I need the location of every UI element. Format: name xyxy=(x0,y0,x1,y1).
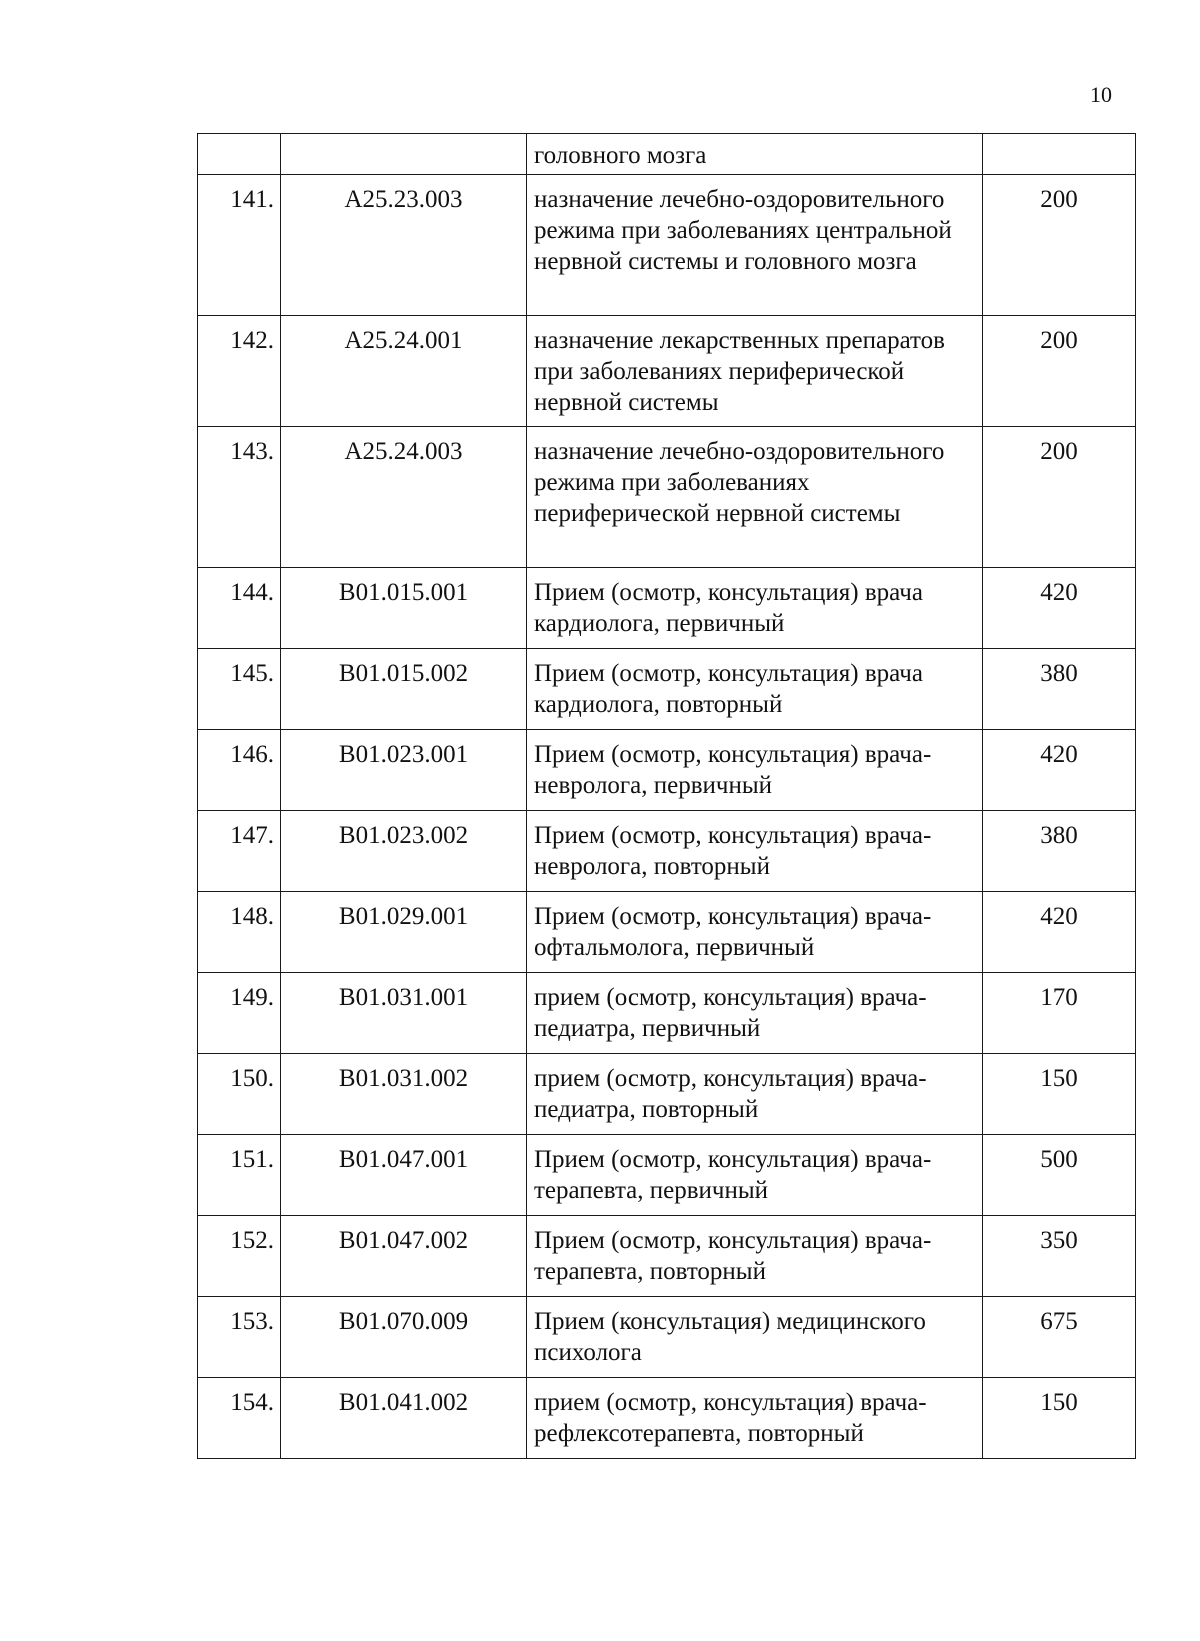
service-code: A25.24.001 xyxy=(281,316,527,427)
service-price: 675 xyxy=(983,1297,1136,1378)
row-number: 145. xyxy=(198,649,281,730)
row-number: 152. xyxy=(198,1216,281,1297)
row-number: 142. xyxy=(198,316,281,427)
row-number: 150. xyxy=(198,1054,281,1135)
service-price: 200 xyxy=(983,427,1136,568)
table-row xyxy=(198,175,1136,316)
table-row xyxy=(198,427,1136,568)
table-row xyxy=(198,568,1136,649)
row-number: 153. xyxy=(198,1297,281,1378)
table-row xyxy=(198,1135,1136,1216)
service-name: Прием (осмотр, консультация) врача-офтальмолога, первичный xyxy=(527,892,983,973)
row-number: 147. xyxy=(198,811,281,892)
service-name: назначение лекарственных препаратов при заболеваниях периферической нервной системы xyxy=(527,316,983,427)
service-name: прием (осмотр, консультация) врача-рефлексотерапевта, повторный xyxy=(527,1378,983,1459)
service-name: Прием (осмотр, консультация) врача кардиолога, первичный xyxy=(527,568,983,649)
service-code: B01.029.001 xyxy=(281,892,527,973)
service-code: B01.031.002 xyxy=(281,1054,527,1135)
service-price: 150 xyxy=(983,1378,1136,1459)
service-price: 380 xyxy=(983,811,1136,892)
table-row-continuation xyxy=(198,134,1136,175)
service-code: A25.23.003 xyxy=(281,175,527,316)
service-name: прием (осмотр, консультация) врача-педиатра, первичный xyxy=(527,973,983,1054)
service-price: 420 xyxy=(983,892,1136,973)
service-code: B01.023.001 xyxy=(281,730,527,811)
row-number: 143. xyxy=(198,427,281,568)
service-price: 200 xyxy=(983,175,1136,316)
row-number: 144. xyxy=(198,568,281,649)
service-price: 500 xyxy=(983,1135,1136,1216)
service-code: B01.047.002 xyxy=(281,1216,527,1297)
service-name: Прием (осмотр, консультация) врача-невролога, первичный xyxy=(527,730,983,811)
service-code: B01.041.002 xyxy=(281,1378,527,1459)
service-code: A25.24.003 xyxy=(281,427,527,568)
service-code: B01.070.009 xyxy=(281,1297,527,1378)
service-code: B01.047.001 xyxy=(281,1135,527,1216)
service-price: 350 xyxy=(983,1216,1136,1297)
price-table xyxy=(197,133,1136,1459)
table-row xyxy=(198,1216,1136,1297)
table-row xyxy=(198,892,1136,973)
table-row xyxy=(198,730,1136,811)
table-row xyxy=(198,1054,1136,1135)
service-code xyxy=(281,134,527,175)
table-row xyxy=(198,973,1136,1054)
service-price xyxy=(983,134,1136,175)
table-row xyxy=(198,649,1136,730)
row-number: 154. xyxy=(198,1378,281,1459)
row-number: 149. xyxy=(198,973,281,1054)
table-row xyxy=(198,1378,1136,1459)
table-body xyxy=(198,134,1136,1459)
service-name: Прием (осмотр, консультация) врача-терапевта, повторный xyxy=(527,1216,983,1297)
table-row xyxy=(198,1297,1136,1378)
service-name: Прием (осмотр, консультация) врача-невролога, повторный xyxy=(527,811,983,892)
service-name: Прием (осмотр, консультация) врача кардиолога, повторный xyxy=(527,649,983,730)
service-code: B01.015.002 xyxy=(281,649,527,730)
service-price: 420 xyxy=(983,730,1136,811)
service-price: 150 xyxy=(983,1054,1136,1135)
service-code: B01.015.001 xyxy=(281,568,527,649)
row-number: 148. xyxy=(198,892,281,973)
service-price: 170 xyxy=(983,973,1136,1054)
service-name: Прием (осмотр, консультация) врача-терапевта, первичный xyxy=(527,1135,983,1216)
row-number: 151. xyxy=(198,1135,281,1216)
service-price: 200 xyxy=(983,316,1136,427)
service-price: 420 xyxy=(983,568,1136,649)
service-code: B01.031.001 xyxy=(281,973,527,1054)
service-name: головного мозга xyxy=(527,134,983,175)
service-price: 380 xyxy=(983,649,1136,730)
table-row xyxy=(198,811,1136,892)
service-name: назначение лечебно-оздоровительного режима при заболеваниях центральной нервной системы и головного мозга xyxy=(527,175,983,316)
service-name: прием (осмотр, консультация) врача-педиатра, повторный xyxy=(527,1054,983,1135)
service-code: B01.023.002 xyxy=(281,811,527,892)
service-name: Прием (консультация) медицинского психолога xyxy=(527,1297,983,1378)
page-number: 10 xyxy=(1090,82,1112,107)
service-name: назначение лечебно-оздоровительного режима при заболеваниях периферической нервной системы xyxy=(527,427,983,568)
row-number: 146. xyxy=(198,730,281,811)
table-row xyxy=(198,316,1136,427)
row-number xyxy=(198,134,281,175)
row-number: 141. xyxy=(198,175,281,316)
